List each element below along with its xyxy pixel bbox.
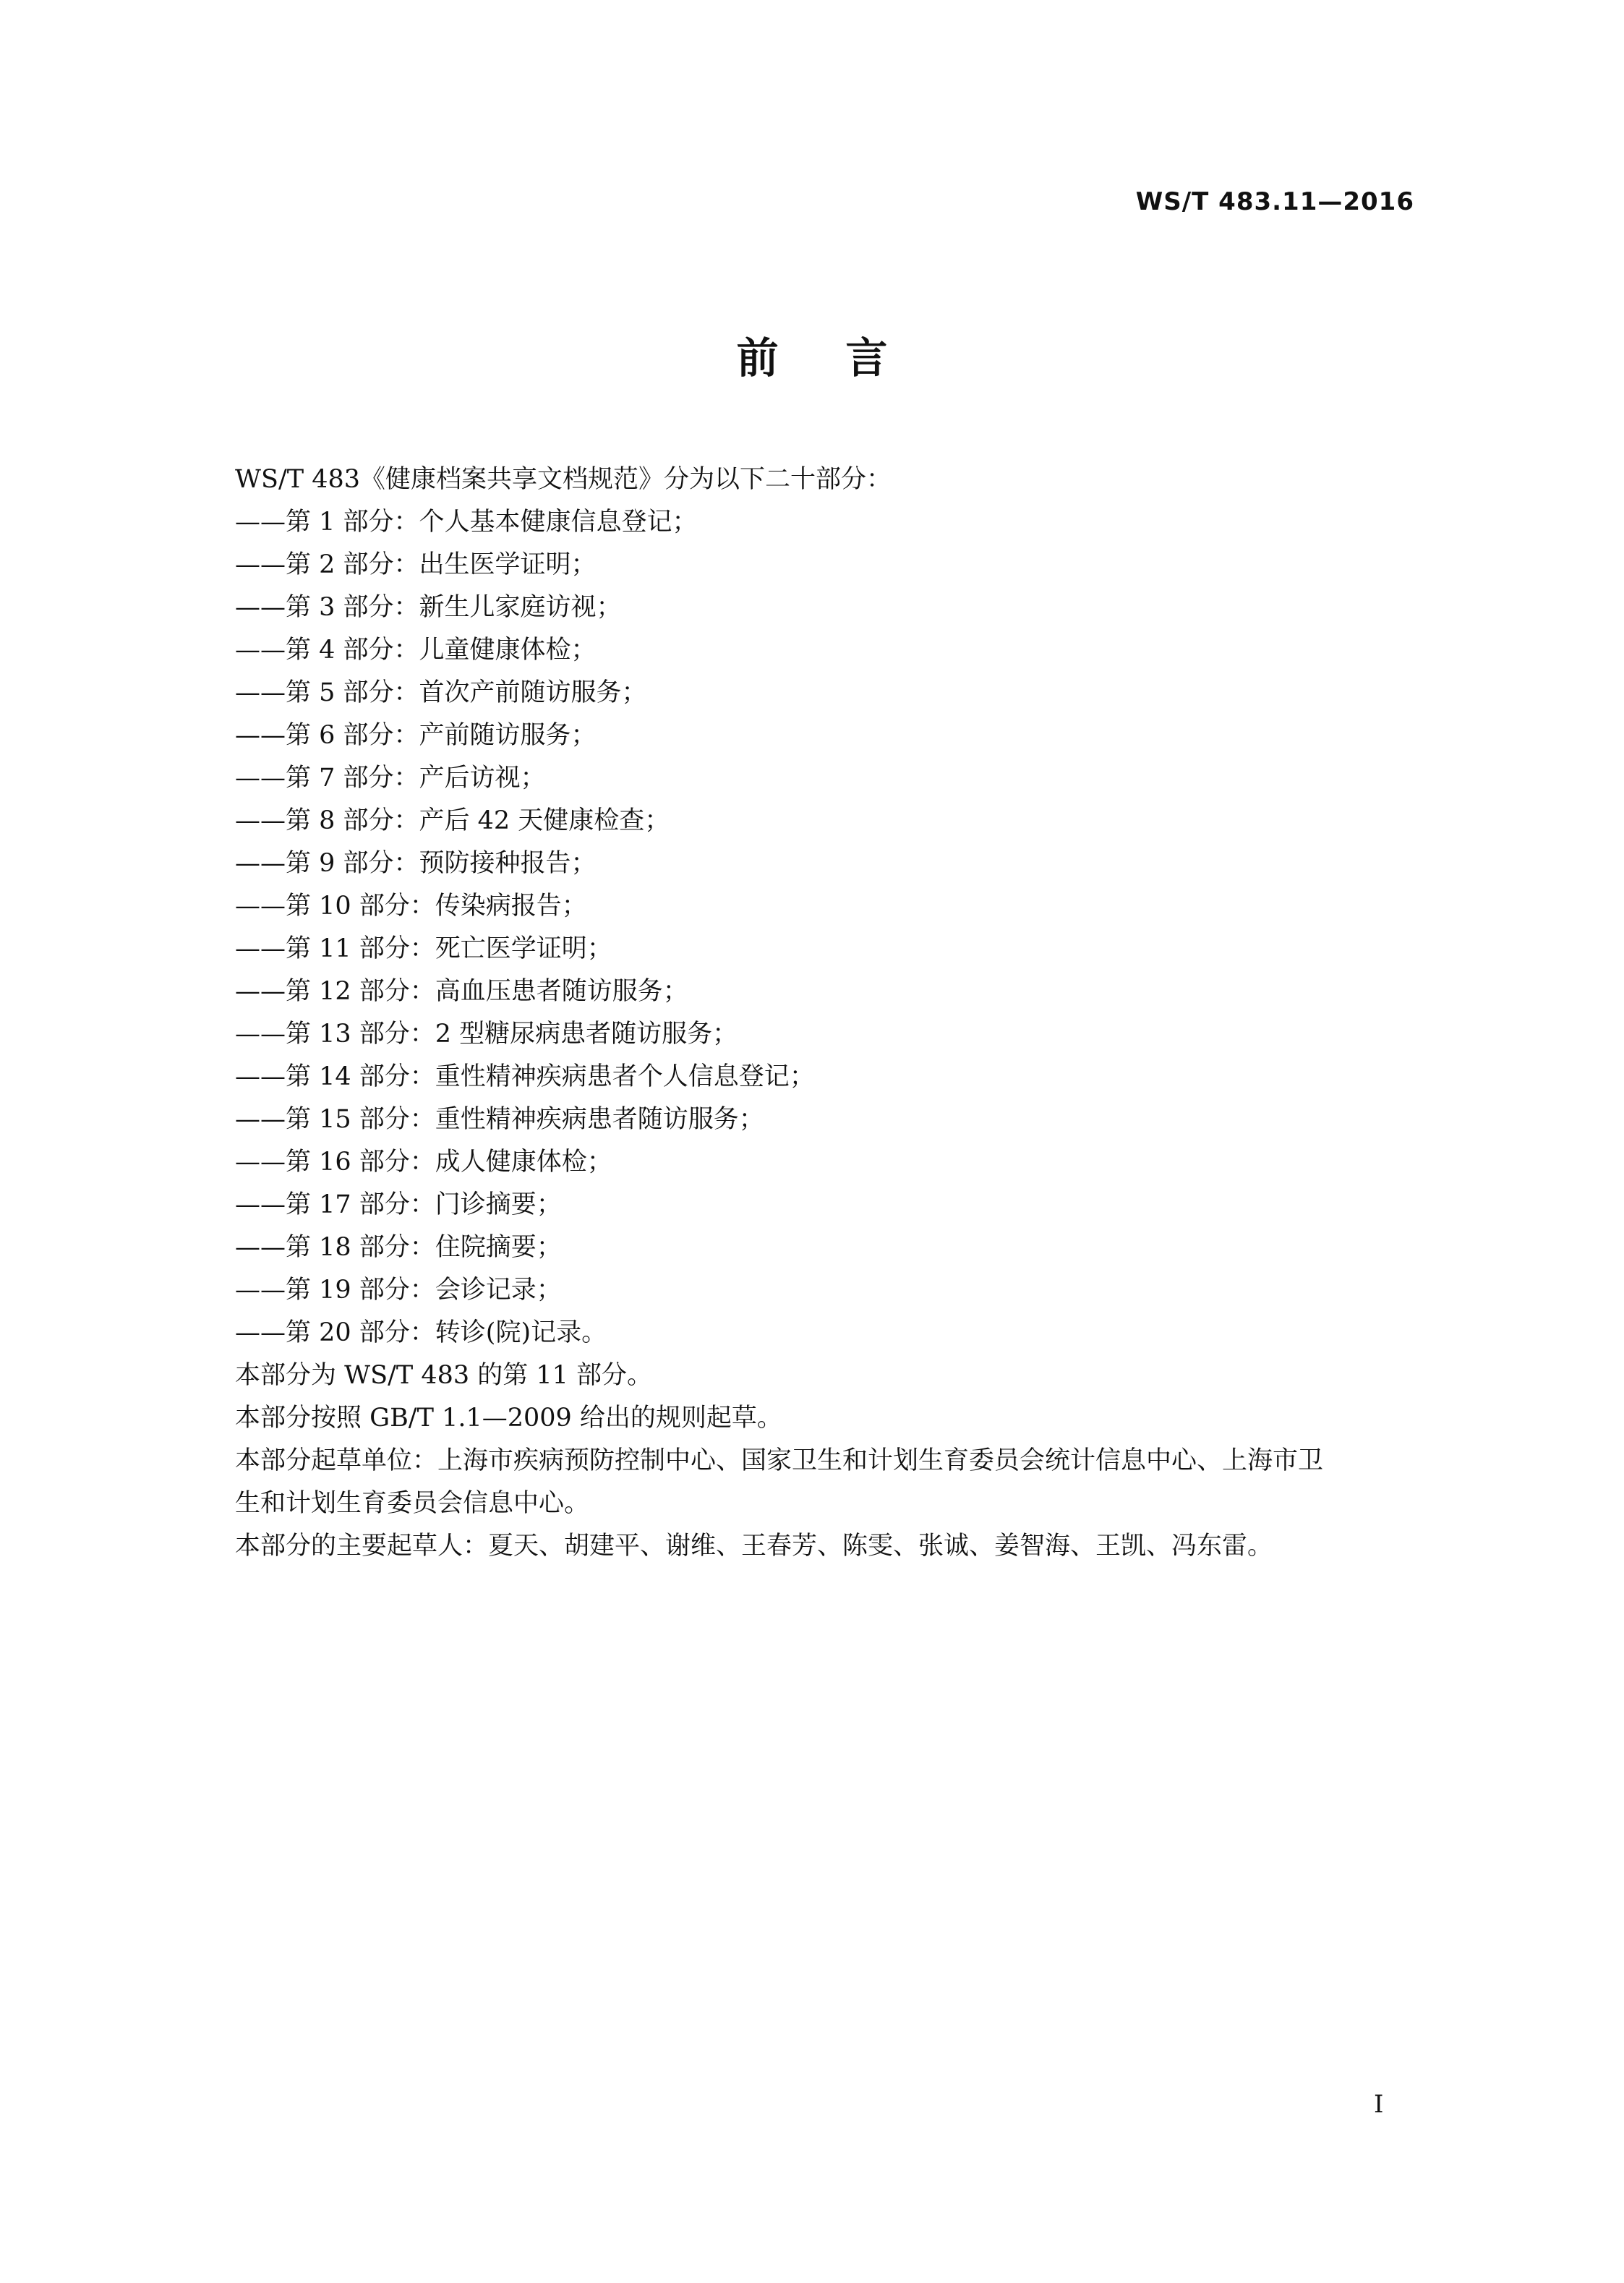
drafting-units-line-2: 生和计划生育委员会信息中心。 (235, 1489, 590, 1518)
list-item: ——第 1 部分：个人基本健康信息登记； (235, 508, 698, 537)
list-item: ——第 7 部分：产后访视； (235, 764, 546, 793)
parts-list (235, 501, 1421, 1354)
list-item: ——第 15 部分：重性精神疾病患者随访服务； (235, 1105, 764, 1134)
page-title: 前言 (736, 333, 955, 383)
list-item: ——第 12 部分：高血压患者随访服务； (235, 977, 688, 1006)
drafting-rules-statement: 本部分按照 GB/T 1.1—2009 给出的规则起草。 (235, 1404, 782, 1433)
page-number: I (1374, 2090, 1384, 2119)
list-item: ——第 10 部分：传染病报告； (235, 892, 587, 921)
drafting-units-statement (235, 1440, 1421, 1525)
main-drafters-statement: 本部分的主要起草人：夏天、胡建平、谢维、王春芳、陈雯、张诚、姜智海、王凯、冯东雷。 (235, 1532, 1273, 1561)
list-item: ——第 4 部分：儿童健康体检； (235, 636, 597, 665)
standard-number: WS/T 483.11—2016 (1135, 187, 1414, 216)
list-item: ——第 8 部分：产后 42 天健康检查； (235, 806, 670, 835)
part-of-statement: 本部分为 WS/T 483 的第 11 部分。 (235, 1361, 653, 1390)
list-item: ——第 11 部分：死亡医学证明； (235, 934, 612, 963)
list-item: ——第 17 部分：门诊摘要； (235, 1190, 562, 1219)
list-item: ——第 5 部分：首次产前随访服务； (235, 678, 647, 707)
list-item: ——第 19 部分：会诊记录； (235, 1276, 562, 1305)
list-item: ——第 6 部分：产前随访服务； (235, 721, 597, 750)
list-item: ——第 9 部分：预防接种报告； (235, 849, 597, 878)
foreword-body (235, 458, 1421, 1568)
drafting-units-line-1: 本部分起草单位：上海市疾病预防控制中心、国家卫生和计划生育委员会统计信息中心、上海市卫 (235, 1446, 1324, 1475)
list-item: ——第 2 部分：出生医学证明； (235, 550, 597, 579)
list-item: ——第 3 部分：新生儿家庭访视； (235, 593, 622, 622)
list-item: ——第 20 部分：转诊(院)记录。 (235, 1318, 607, 1347)
list-item: ——第 18 部分：住院摘要； (235, 1233, 562, 1262)
list-item: ——第 14 部分：重性精神疾病患者个人信息登记； (235, 1062, 815, 1091)
list-item: ——第 16 部分：成人健康体检； (235, 1148, 612, 1177)
intro-paragraph: WS/T 483《健康档案共享文档规范》分为以下二十部分： (235, 465, 892, 494)
list-item: ——第 13 部分：2 型糖尿病患者随访服务； (235, 1020, 738, 1049)
